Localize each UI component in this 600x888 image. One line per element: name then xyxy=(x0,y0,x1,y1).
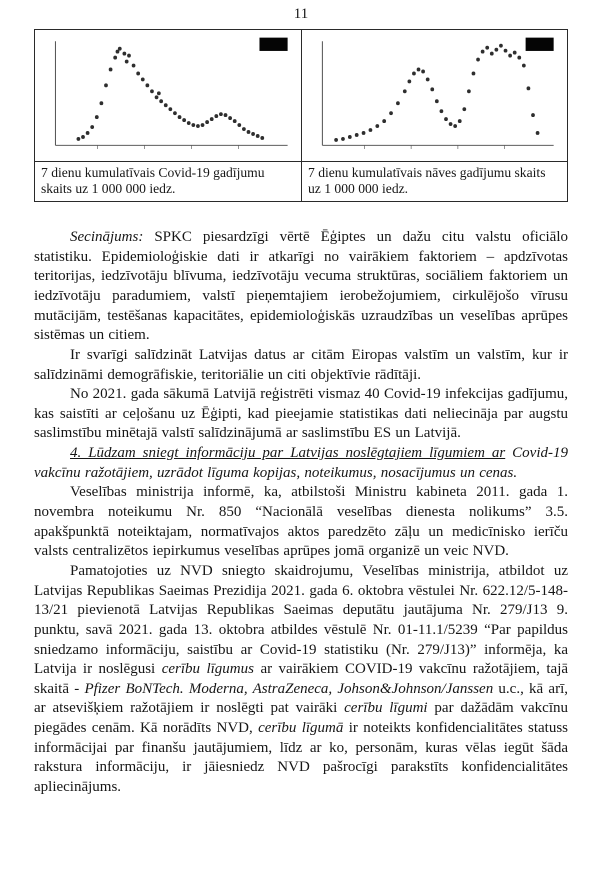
paragraph-cases-egypt xyxy=(34,385,568,444)
figure-covid-deaths xyxy=(301,30,567,201)
text-run: ar vairākiem COVID-19 vakcīnu ražotājiem, tajā skaitā - xyxy=(34,661,569,697)
text-run: cerību līgumus xyxy=(161,661,254,678)
scatter-chart-deaths xyxy=(306,34,563,155)
text-run: SPKC piesardzīgi vērtē Ēģiptes un dažu citu valstu oficiālo statistiku. Epidemioloģiskie dati ir atkarīgi no vairākiem faktoriem – apdzīvotas teritorijas, iedzīvotāju blīvuma, iedzīvotāju vecuma struktūras, sociāliem faktoriem un iedzīvotāju paradumiem, valstī pieņemtajiem ierobežojumiem, cirkulējošo vīrusu mutācijām, testēšanas kapacitātes, epidemioloģiskās uzraudzības un veselības aprūpes sistēmas un citiem. xyxy=(34,229,568,344)
paragraph-nvd-contracts xyxy=(34,562,568,798)
text-run: Pfizer BoNTech. Moderna, AstraZeneca, Johson&Johnson/Janssen xyxy=(84,680,494,697)
text-run: 4. Lūdzam sniegt informāciju par Latvijas noslēgtajiem līgumiem ar xyxy=(70,445,506,462)
paragraph-comparison xyxy=(34,346,568,385)
paragraph-question-4 xyxy=(34,444,568,483)
text-run: Veselības ministrija informē, ka, atbilstoši Ministru kabineta 2011. gada 1. novembra noteikumu Nr. 850 “Nacionālā veselības dienesta nolikums” 3.5. apakšpunktā noteiktajam, normatīvajos aktos paredzēto zāļu un medicīnisko ierīču valsts centralizētos iepirkumus veselības aprūpes jomā organizē un veic NVD. xyxy=(34,484,568,560)
text-run: Ir svarīgi salīdzināt Latvijas datus ar citām Eiropas valstīm un valstīm, kur ir salīdzināmi demogrāfiskie, teritoriālie un citi objektīvie rādītāji. xyxy=(34,346,568,383)
text-run: cerību līgumā xyxy=(258,720,344,737)
text-run: Covid-19 vakcīnu ražotājiem, uzrādot līguma kopijas, noteikumus, nosacījumus un cenas. xyxy=(34,445,568,481)
chart-legend-box xyxy=(526,38,554,51)
chart-area-cases xyxy=(35,30,301,161)
paragraph-ministry-info xyxy=(34,483,568,562)
text-run: u.c., kā arī, ar atsevišķiem ražotājiem ir noslēgti pat vairāki xyxy=(34,680,569,717)
text-run: cerību līgumi xyxy=(344,700,428,717)
body-text xyxy=(34,228,568,798)
figure-caption-deaths: 7 dienu kumulatīvais nāves gadījumu skaits uz 1 000 000 iedz. xyxy=(302,161,567,201)
paragraph-conclusion xyxy=(34,228,568,346)
figures-table xyxy=(34,29,568,202)
scatter-chart-cases xyxy=(39,34,297,155)
text-run: Pamatojoties uz NVD sniegto skaidrojumu, Veselības ministrija, atbildot uz Latvijas Republikas Saeimas Prezidija 2021. gada 6. oktobra vēstulei Nr. 622.12/5-148-13/21 pievienotā Latvijas Republikas Saeimas deputātu jautājuma Nr. 279/J13 9. punktu, savā 2021. gada 13. oktobra atbildes vēstulē Nr. 01-11.1/5239 “Par papildus sniedzamo informāciju, saistību ar Covid-19 statistiku (Nr. 279/J13)” informēja, ka Latvija ir noslēgusi xyxy=(34,562,568,678)
text-run: par dažādām vakcīnu piegādes cenām. Kā norādīts NVD, xyxy=(34,700,568,737)
text-run: No 2021. gada sākumā Latvijā reģistrēti vismaz 40 Covid-19 infekcijas gadījumu, kas saistīti ar ceļošanu uz Ēģipti, kad pieejamie statistikas dati neliecināja par augstu saslimstību minētajā valstī salīdzinājumā ar saslimstību ES un Latvijā. xyxy=(34,386,568,442)
figure-covid-cases xyxy=(35,30,301,201)
figure-caption-cases: 7 dienu kumulatīvais Covid-19 gadījumu skaits uz 1 000 000 iedz. xyxy=(35,161,301,201)
page-number: 11 xyxy=(293,6,309,22)
chart-area-deaths xyxy=(302,30,567,161)
text-run: ir noteikts konfidencialitātes statuss informācijai par finanšu jautājumiem, līdz ar ko, personām, kuras vēlas iegūt šāda rakstura informāciju, ir jāiesniedz NVD pašrocīgi parakstīts konfidencialitātes apliecinājums. xyxy=(34,720,569,795)
chart-legend-box xyxy=(259,38,287,51)
text-run: Secinājums: xyxy=(70,229,144,246)
